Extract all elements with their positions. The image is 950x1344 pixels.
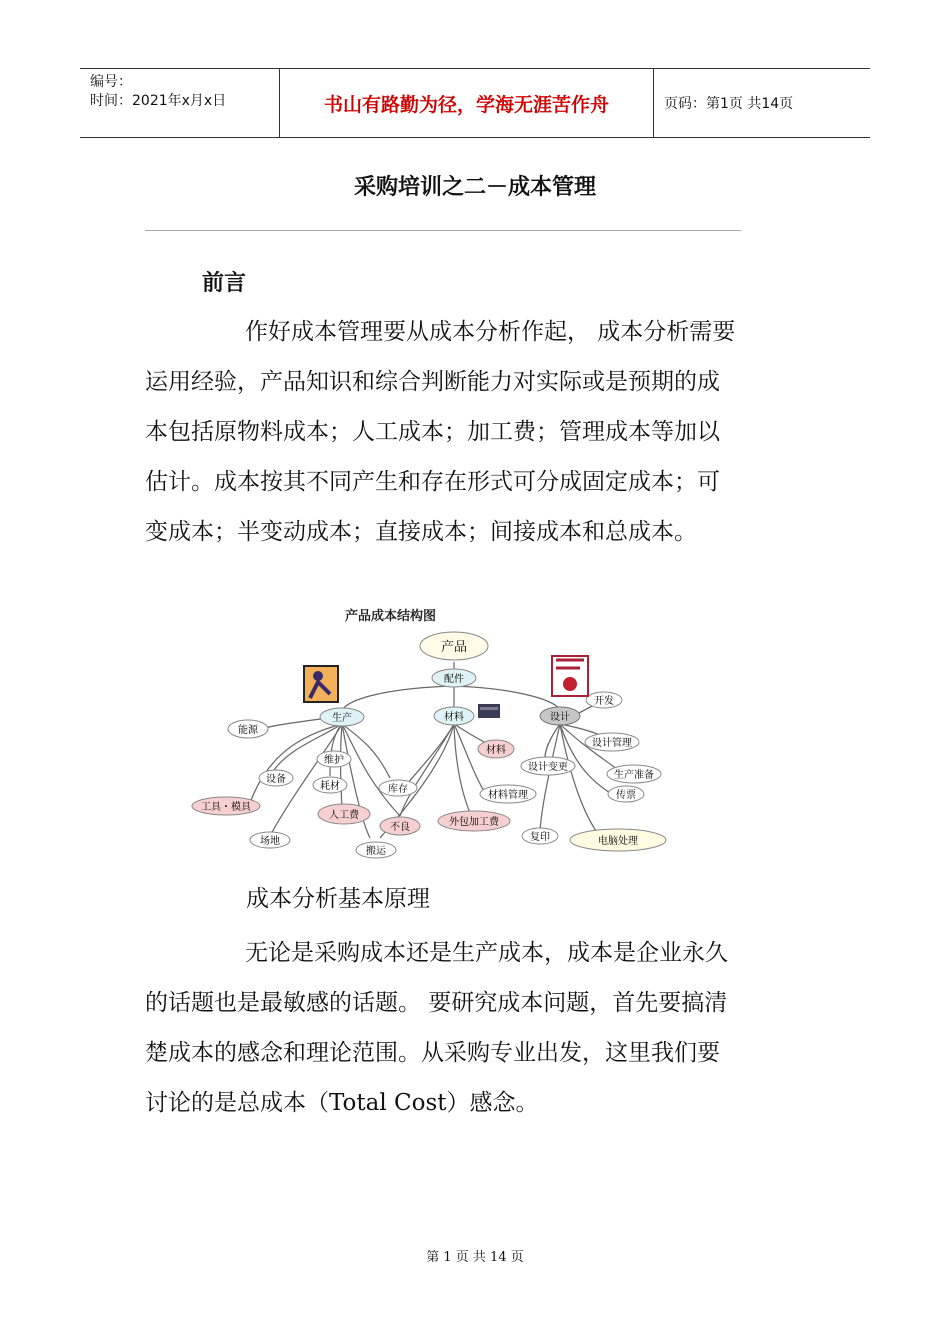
node-materials-label: 材料 [444,712,464,723]
body-line: 讨论的是总成本（Total Cost）感念。 [145,1090,539,1116]
body-line: 的话题也是最敏感的话题。 要研究成本问题，首先要搞清 [145,990,728,1016]
header-page-info: 页码：第1页 共14页 [664,96,794,112]
preface-line: 本包括原物料成本；人工成本；加工费；管理成本等加以 [145,419,720,445]
node-material-sub-label: 材料 [486,745,506,756]
node-inventory-label: 库存 [388,784,408,795]
title-divider [145,230,741,231]
node-outsourcing-label: 外包加工费 [449,817,499,828]
header-table [80,68,870,138]
node-design-label: 设计 [550,712,570,723]
node-maintenance-label: 维护 [324,755,344,766]
node-prod-prep-label: 生产准备 [614,770,654,781]
blueprint-icon [552,656,588,696]
node-material-mgmt-label: 材料管理 [488,790,528,801]
node-consumables-label: 耗材 [320,781,340,792]
diagram-title: 产品成本结构图 [345,609,437,624]
worker-icon [304,666,338,702]
body-paragraph [145,928,805,1128]
page-footer: 第 1 页 共 14 页 [426,1250,524,1265]
preface-line: 作好成本管理要从成本分析作起， 成本分析需要 [245,319,736,345]
steel-beam-icon [478,704,500,718]
preface-heading: 前言 [202,271,247,296]
node-equipment-label: 设备 [266,774,286,785]
preface-line: 运用经验，产品知识和综合判断能力对实际或是预期的成 [145,369,720,395]
node-design-change-label: 设计变更 [528,762,568,773]
node-develop-label: 开发 [594,696,614,707]
document-title: 采购培训之二－成本管理 [353,175,596,200]
node-energy-label: 能源 [238,725,258,736]
header-meta [80,69,280,137]
node-product-label: 产品 [440,640,468,655]
number-label: 编号： [90,74,132,90]
node-tooling-label: 工具・模具 [201,802,251,813]
node-parts-label: 配件 [444,674,464,685]
node-transport-label: 搬运 [366,846,386,857]
preface-line: 变成本；半变动成本；直接成本；间接成本和总成本。 [145,519,697,545]
header-motto: 书山有路勤为径，学海无涯苦作舟 [280,69,654,137]
node-production-label: 生产 [332,713,352,724]
body-line: 无论是采购成本还是生产成本，成本是企业永久 [245,940,728,966]
node-site-label: 场地 [260,836,280,847]
time-label: 时间：2021年x月x日 [90,93,227,109]
body-line: 楚成本的感念和理论范围。从采购专业出发，这里我们要 [145,1040,720,1066]
preface-paragraph [145,307,805,557]
cost-structure-diagram [190,598,676,862]
node-copy-label: 复印 [530,832,550,843]
node-tickets-label: 传票 [616,790,636,801]
preface-line: 估计。成本按其不同产生和存在形式可分成固定成本；可 [145,469,720,495]
section-heading: 成本分析基本原理 [246,886,430,912]
node-computer-label: 电脑处理 [598,836,638,847]
node-design-mgmt-label: 设计管理 [592,738,632,749]
node-defects-label: 不良 [390,822,410,833]
node-labor-label: 人工费 [329,810,359,821]
